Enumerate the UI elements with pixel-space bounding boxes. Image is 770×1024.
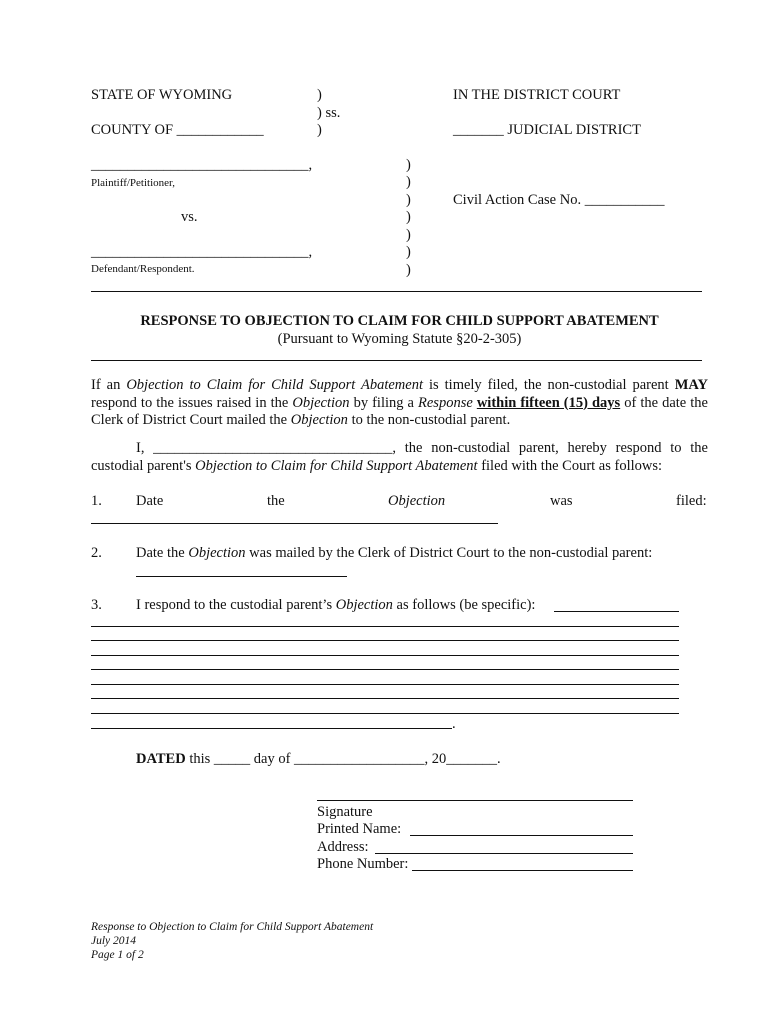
phone-label: Phone Number: <box>317 856 409 872</box>
respond-paragraph: I, _________________________________, the non-custodial parent, hereby respond to the custodial parent's Objection to Claim for Child Support Abatement filed with the Court as follows: <box>91 440 708 474</box>
item1-date: Date <box>136 493 164 509</box>
item-number: 2. <box>91 545 102 561</box>
court-label: IN THE DISTRICT COURT <box>453 87 621 103</box>
item2-text: Date the Objection was mailed by the Clerk of District Court to the non-custodial parent: <box>136 545 653 561</box>
response-period: . <box>452 716 456 732</box>
district-label: _______ JUDICIAL DISTRICT <box>453 122 641 138</box>
item2-blank-line <box>136 576 347 577</box>
bracket-paren: ) <box>406 244 411 260</box>
plaintiff-line: ______________________________, <box>91 157 313 173</box>
bracket-paren: ) <box>406 192 411 208</box>
response-line <box>91 626 679 627</box>
item1-filed: filed: <box>676 493 707 509</box>
item1-objection: Objection <box>388 493 446 509</box>
printed-name-label: Printed Name: <box>317 821 402 837</box>
bracket-paren: ) <box>406 262 411 278</box>
response-line <box>91 728 452 729</box>
bracket-paren: ) <box>406 227 411 243</box>
item-number: 3. <box>91 597 102 613</box>
divider <box>91 360 702 361</box>
address-line <box>375 853 633 854</box>
item1-the: the <box>267 493 285 509</box>
printed-name-line <box>410 835 633 836</box>
caption-paren-ss: ) ss. <box>317 105 341 121</box>
footer-title: Response to Objection to Claim for Child Support Abatement <box>91 921 374 933</box>
bracket-paren: ) <box>406 174 411 190</box>
case-number-label: Civil Action Case No. ___________ <box>453 192 665 208</box>
intro-paragraph: If an Objection to Claim for Child Support Abatement is timely filed, the non-custodial parent MAY respond to the issues raised in the Objection by filing a Response within fifteen (15) days of the date the Clerk of District Court mailed the Objection to the non-custodial parent. <box>91 377 708 428</box>
signature-line <box>317 800 633 801</box>
response-line <box>91 684 679 685</box>
response-line <box>91 655 679 656</box>
defendant-line: ______________________________, <box>91 244 313 260</box>
item1-was: was <box>550 493 573 509</box>
county-label: COUNTY OF ____________ <box>91 122 264 138</box>
response-line <box>91 640 679 641</box>
response-line <box>554 611 679 612</box>
divider <box>91 291 702 292</box>
caption-paren: ) <box>317 122 322 138</box>
bracket-paren: ) <box>406 209 411 225</box>
document-title: RESPONSE TO OBJECTION TO CLAIM FOR CHILD SUPPORT ABATEMENT <box>140 313 659 329</box>
footer-page: Page 1 of 2 <box>91 949 144 961</box>
address-label: Address: <box>317 839 369 855</box>
item3-text: I respond to the custodial parent’s Objection as follows (be specific): <box>136 597 536 613</box>
vs-label: vs. <box>181 209 198 225</box>
response-line <box>91 713 679 714</box>
item-number: 1. <box>91 493 102 509</box>
response-line <box>91 698 679 699</box>
response-line <box>91 669 679 670</box>
footer-date: July 2014 <box>91 935 137 947</box>
plaintiff-label: Plaintiff/Petitioner, <box>91 177 175 189</box>
signature-label: Signature <box>317 804 373 820</box>
caption-paren: ) <box>317 87 322 103</box>
bracket-paren: ) <box>406 157 411 173</box>
defendant-label: Defendant/Respondent. <box>91 263 195 275</box>
state-label: STATE OF WYOMING <box>91 87 233 103</box>
item1-blank-line <box>91 523 498 524</box>
document-subtitle: (Pursuant to Wyoming Statute §20-2-305) <box>277 331 522 347</box>
dated-line: DATED this _____ day of __________________, 20_______. <box>136 751 501 767</box>
phone-line <box>412 870 633 871</box>
